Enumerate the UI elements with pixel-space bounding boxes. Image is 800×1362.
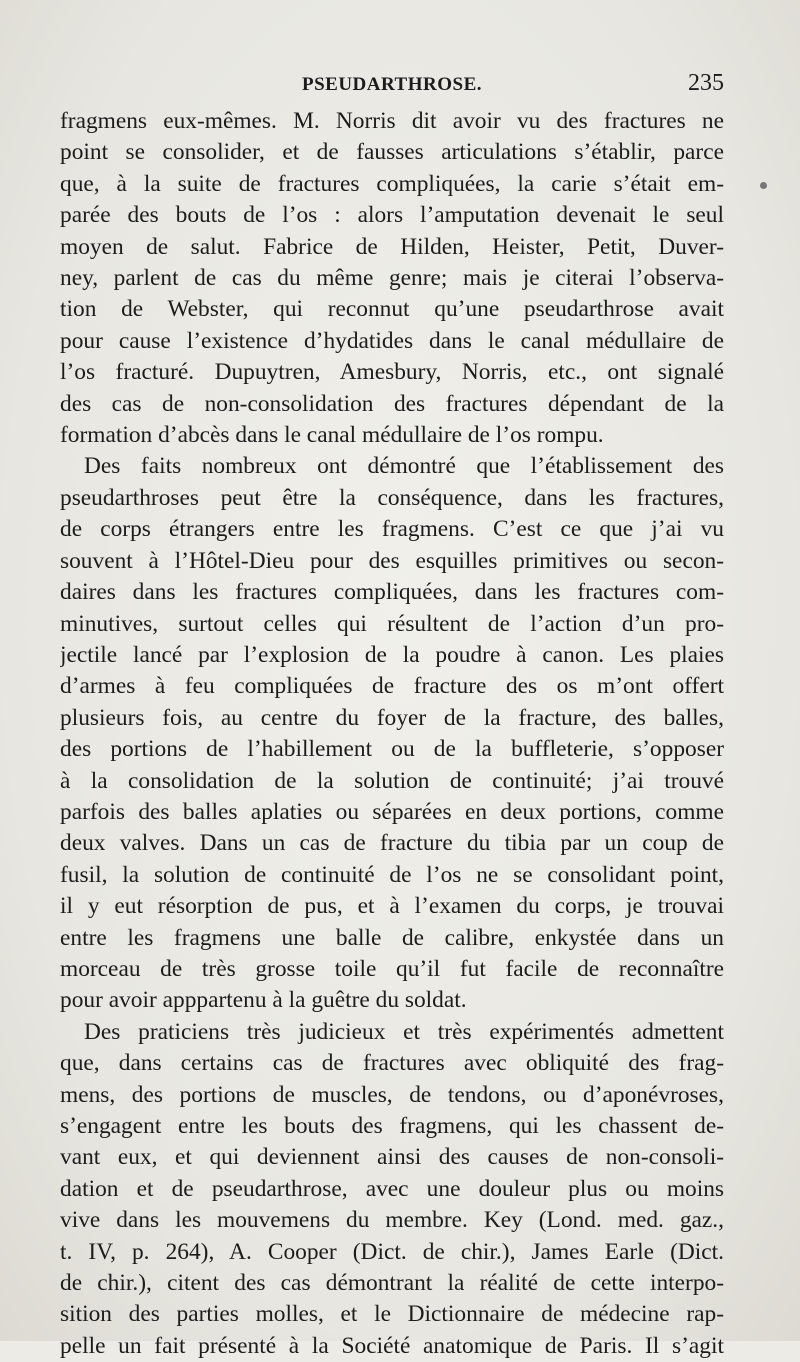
text-line: sition des parties molles, et le Dictionnaire de médecine rap- bbox=[60, 1301, 724, 1328]
body-text bbox=[60, 106, 724, 1362]
text-line: jectile lancé par l’explosion de la poudre à canon. Les plaies bbox=[60, 641, 724, 668]
text-line: parée des bouts de l’os : alors l’amputation devenait le seul bbox=[60, 202, 724, 229]
running-title: PSEUDARTHROSE. bbox=[301, 74, 482, 95]
text-line: de corps étrangers entre les fragmens. C’est ce que j’ai vu bbox=[60, 516, 724, 543]
text-line: fragmens eux-mêmes. M. Norris dit avoir vu des fractures ne bbox=[60, 108, 724, 134]
text-line: pour avoir apppartenu à la guêtre du soldat. bbox=[60, 987, 467, 1014]
text-line: tion de Webster, qui reconnut qu’une pseudarthrose avait bbox=[60, 296, 724, 323]
text-line: que, dans certains cas de fractures avec obliquité des frag- bbox=[60, 1050, 724, 1077]
text-line: dation et de pseudarthrose, avec une douleur plus ou moins bbox=[60, 1175, 724, 1202]
text-line: fusil, la solution de continuité de l’os ne se consolidant point, bbox=[60, 861, 724, 888]
text-line: s’engagent entre les bouts des fragmens, qui les chassent de- bbox=[60, 1113, 724, 1139]
text-line: il y eut résorption de pus, et à l’examen du corps, je trouvai bbox=[60, 893, 724, 920]
text-line: deux valves. Dans un cas de fracture du tibia par un coup de bbox=[60, 830, 724, 857]
text-line: des cas de non-consolidation des fractures dépendant de la bbox=[60, 390, 724, 417]
text-line: formation d’abcès dans le canal médullaire de l’os rompu. bbox=[60, 422, 604, 449]
text-line: point se consolider, et de fausses articulations s’établir, parce bbox=[60, 139, 724, 166]
ink-speck bbox=[760, 182, 767, 189]
text-line: à la consolidation de la solution de continuité; j’ai trouvé bbox=[60, 767, 724, 794]
running-head bbox=[60, 70, 724, 104]
page-number: 235 bbox=[688, 70, 724, 96]
text-line: pour cause l’existence d’hydatides dans le canal médullaire de bbox=[60, 327, 724, 354]
text-line: entre les fragmens une balle de calibre, enkystée dans un bbox=[60, 924, 724, 951]
text-line: daires dans les fractures compliquées, dans les fractures com- bbox=[60, 579, 724, 606]
text-line: que, à la suite de fractures compliquées, la carie s’était em- bbox=[60, 170, 724, 197]
text-line: souvent à l’Hôtel-Dieu pour des esquilles primitives ou secon- bbox=[60, 547, 724, 574]
text-line: Des praticiens très judicieux et très expérimentés admettent bbox=[84, 1018, 724, 1045]
text-line: t. IV, p. 264), A. Cooper (Dict. de chir.), James Earle (Dict. bbox=[60, 1238, 724, 1265]
text-line: minutives, surtout celles qui résultent de l’action d’un pro- bbox=[60, 610, 724, 637]
text-line: pelle un fait présenté à la Société anatomique de Paris. Il s’agit bbox=[60, 1332, 724, 1359]
text-line: des portions de l’habillement ou de la buffleterie, s’opposer bbox=[60, 736, 724, 763]
text-line: vant eux, et qui deviennent ainsi des causes de non-consoli- bbox=[60, 1144, 724, 1171]
text-line: plusieurs fois, au centre du foyer de la fracture, des balles, bbox=[60, 704, 724, 731]
text-line: d’armes à feu compliquées de fracture des os m’ont offert bbox=[60, 673, 724, 700]
text-line: parfois des balles aplaties ou séparées en deux portions, comme bbox=[60, 798, 724, 825]
text-line: mens, des portions de muscles, de tendons, ou d’aponévroses, bbox=[60, 1081, 724, 1108]
text-line: morceau de très grosse toile qu’il fut facile de reconnaître bbox=[60, 955, 724, 982]
text-line: de chir.), citent des cas démontrant la réalité de cette interpo- bbox=[60, 1270, 724, 1297]
text-line: vive dans les mouvemens du membre. Key (Lond. med. gaz., bbox=[60, 1207, 724, 1234]
text-line: pseudarthroses peut être la conséquence, dans les fractures, bbox=[60, 484, 724, 511]
text-line: ney, parlent de cas du même genre; mais je citerai l’observa- bbox=[60, 265, 724, 292]
text-line: moyen de salut. Fabrice de Hilden, Heister, Petit, Duver- bbox=[60, 233, 724, 260]
text-line: Des faits nombreux ont démontré que l’établissement des bbox=[84, 453, 724, 480]
text-line: l’os fracturé. Dupuytren, Amesbury, Norris, etc., ont signalé bbox=[60, 359, 724, 386]
